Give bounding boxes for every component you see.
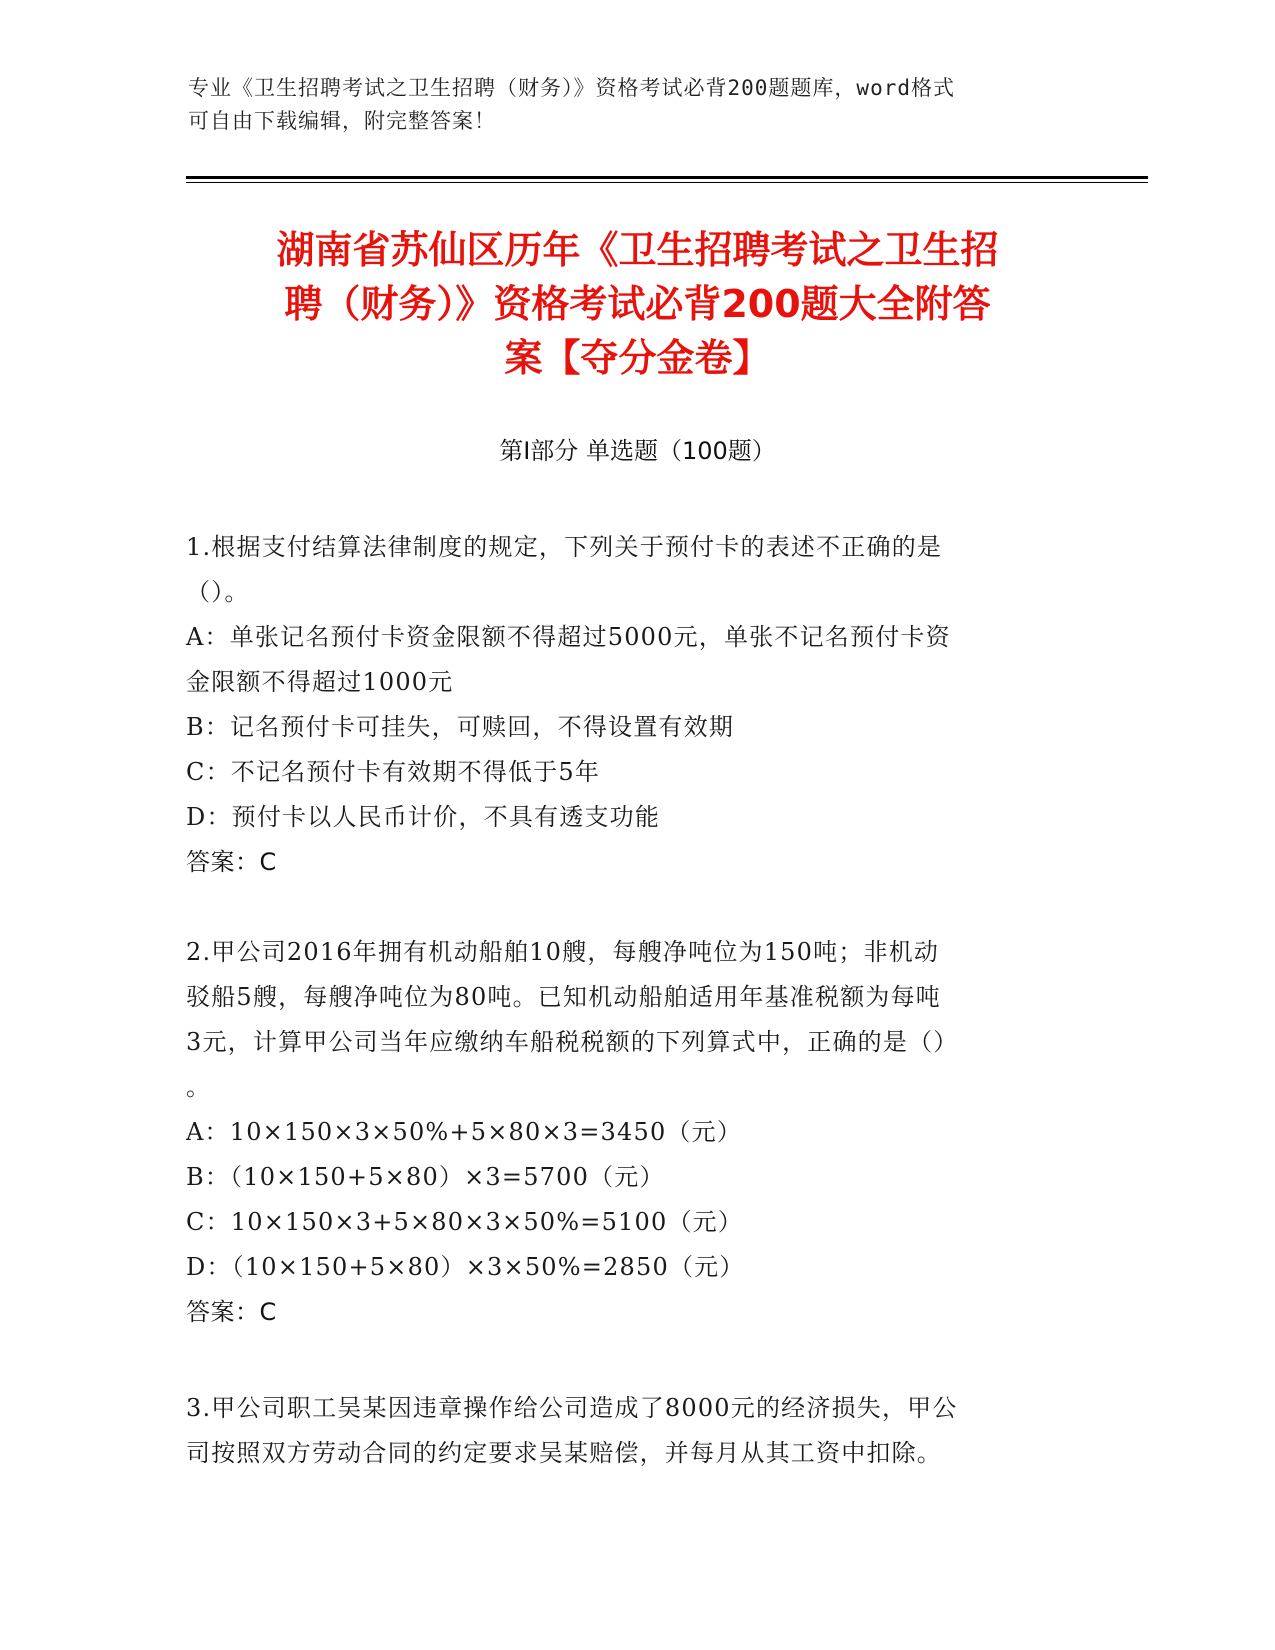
answer-label: 答案：C (186, 848, 277, 876)
title-line: 案【夺分金卷】 (504, 336, 771, 380)
header-note (188, 72, 1058, 138)
header-note-line: 专业《卫生招聘考试之卫生招聘（财务）》资格考试必背200题题库，word格式 (188, 76, 955, 100)
option-a: A：单张记名预付卡资金限额不得超过5000元，单张不记名预付卡资 (186, 623, 951, 651)
option-d: D：（10×150+5×80）×3×50%=2850（元） (186, 1253, 745, 1281)
question-stem: 。 (186, 1073, 212, 1101)
header-divider-thick (186, 176, 1148, 179)
document-title (170, 223, 1105, 385)
question-stem: 1.根据支付结算法律制度的规定，下列关于预付卡的表述不正确的是 (186, 533, 943, 561)
option-c: C：10×150×3+5×80×3×50%=5100（元） (186, 1208, 744, 1236)
question-2 (186, 930, 1066, 1335)
title-line: 聘（财务）》资格考试必背200题大全附答 (284, 282, 991, 326)
answer-label: 答案：C (186, 1298, 277, 1326)
option-a-continued: 金限额不得超过1000元 (186, 668, 454, 696)
question-stem: （）。 (186, 578, 250, 606)
question-stem: 2.甲公司2016年拥有机动船舶10艘，每艘净吨位为150吨；非机动 (186, 938, 940, 966)
question-stem: 司按照双方劳动合同的约定要求吴某赔偿，并每月从其工资中扣除。 (186, 1439, 942, 1467)
option-b: B：（10×150+5×80）×3=5700（元） (186, 1163, 665, 1191)
header-divider-thin (186, 182, 1148, 183)
question-stem: 驳船5艘，每艘净吨位为80吨。已知机动船舶适用年基准税额为每吨 (186, 983, 942, 1011)
option-a: A：10×150×3×50%+5×80×3=3450（元） (186, 1118, 743, 1146)
option-c: C：不记名预付卡有效期不得低于5年 (186, 758, 601, 786)
question-stem: 3.甲公司职工吴某因违章操作给公司造成了8000元的经济损失，甲公 (186, 1394, 958, 1422)
question-stem: 3元，计算甲公司当年应缴纳车船税税额的下列算式中，正确的是（） (186, 1028, 959, 1056)
header-note-line: 可自由下载编辑，附完整答案！ (188, 109, 496, 133)
option-d: D：预付卡以人民币计价，不具有透支功能 (186, 803, 661, 831)
title-line: 湖南省苏仙区历年《卫生招聘考试之卫生招 (276, 228, 999, 272)
section-heading: 第Ⅰ部分 单选题（100题） (499, 437, 776, 465)
question-3 (186, 1386, 1066, 1476)
question-1 (186, 525, 1066, 885)
option-b: B：记名预付卡可挂失，可赎回，不得设置有效期 (186, 713, 735, 741)
